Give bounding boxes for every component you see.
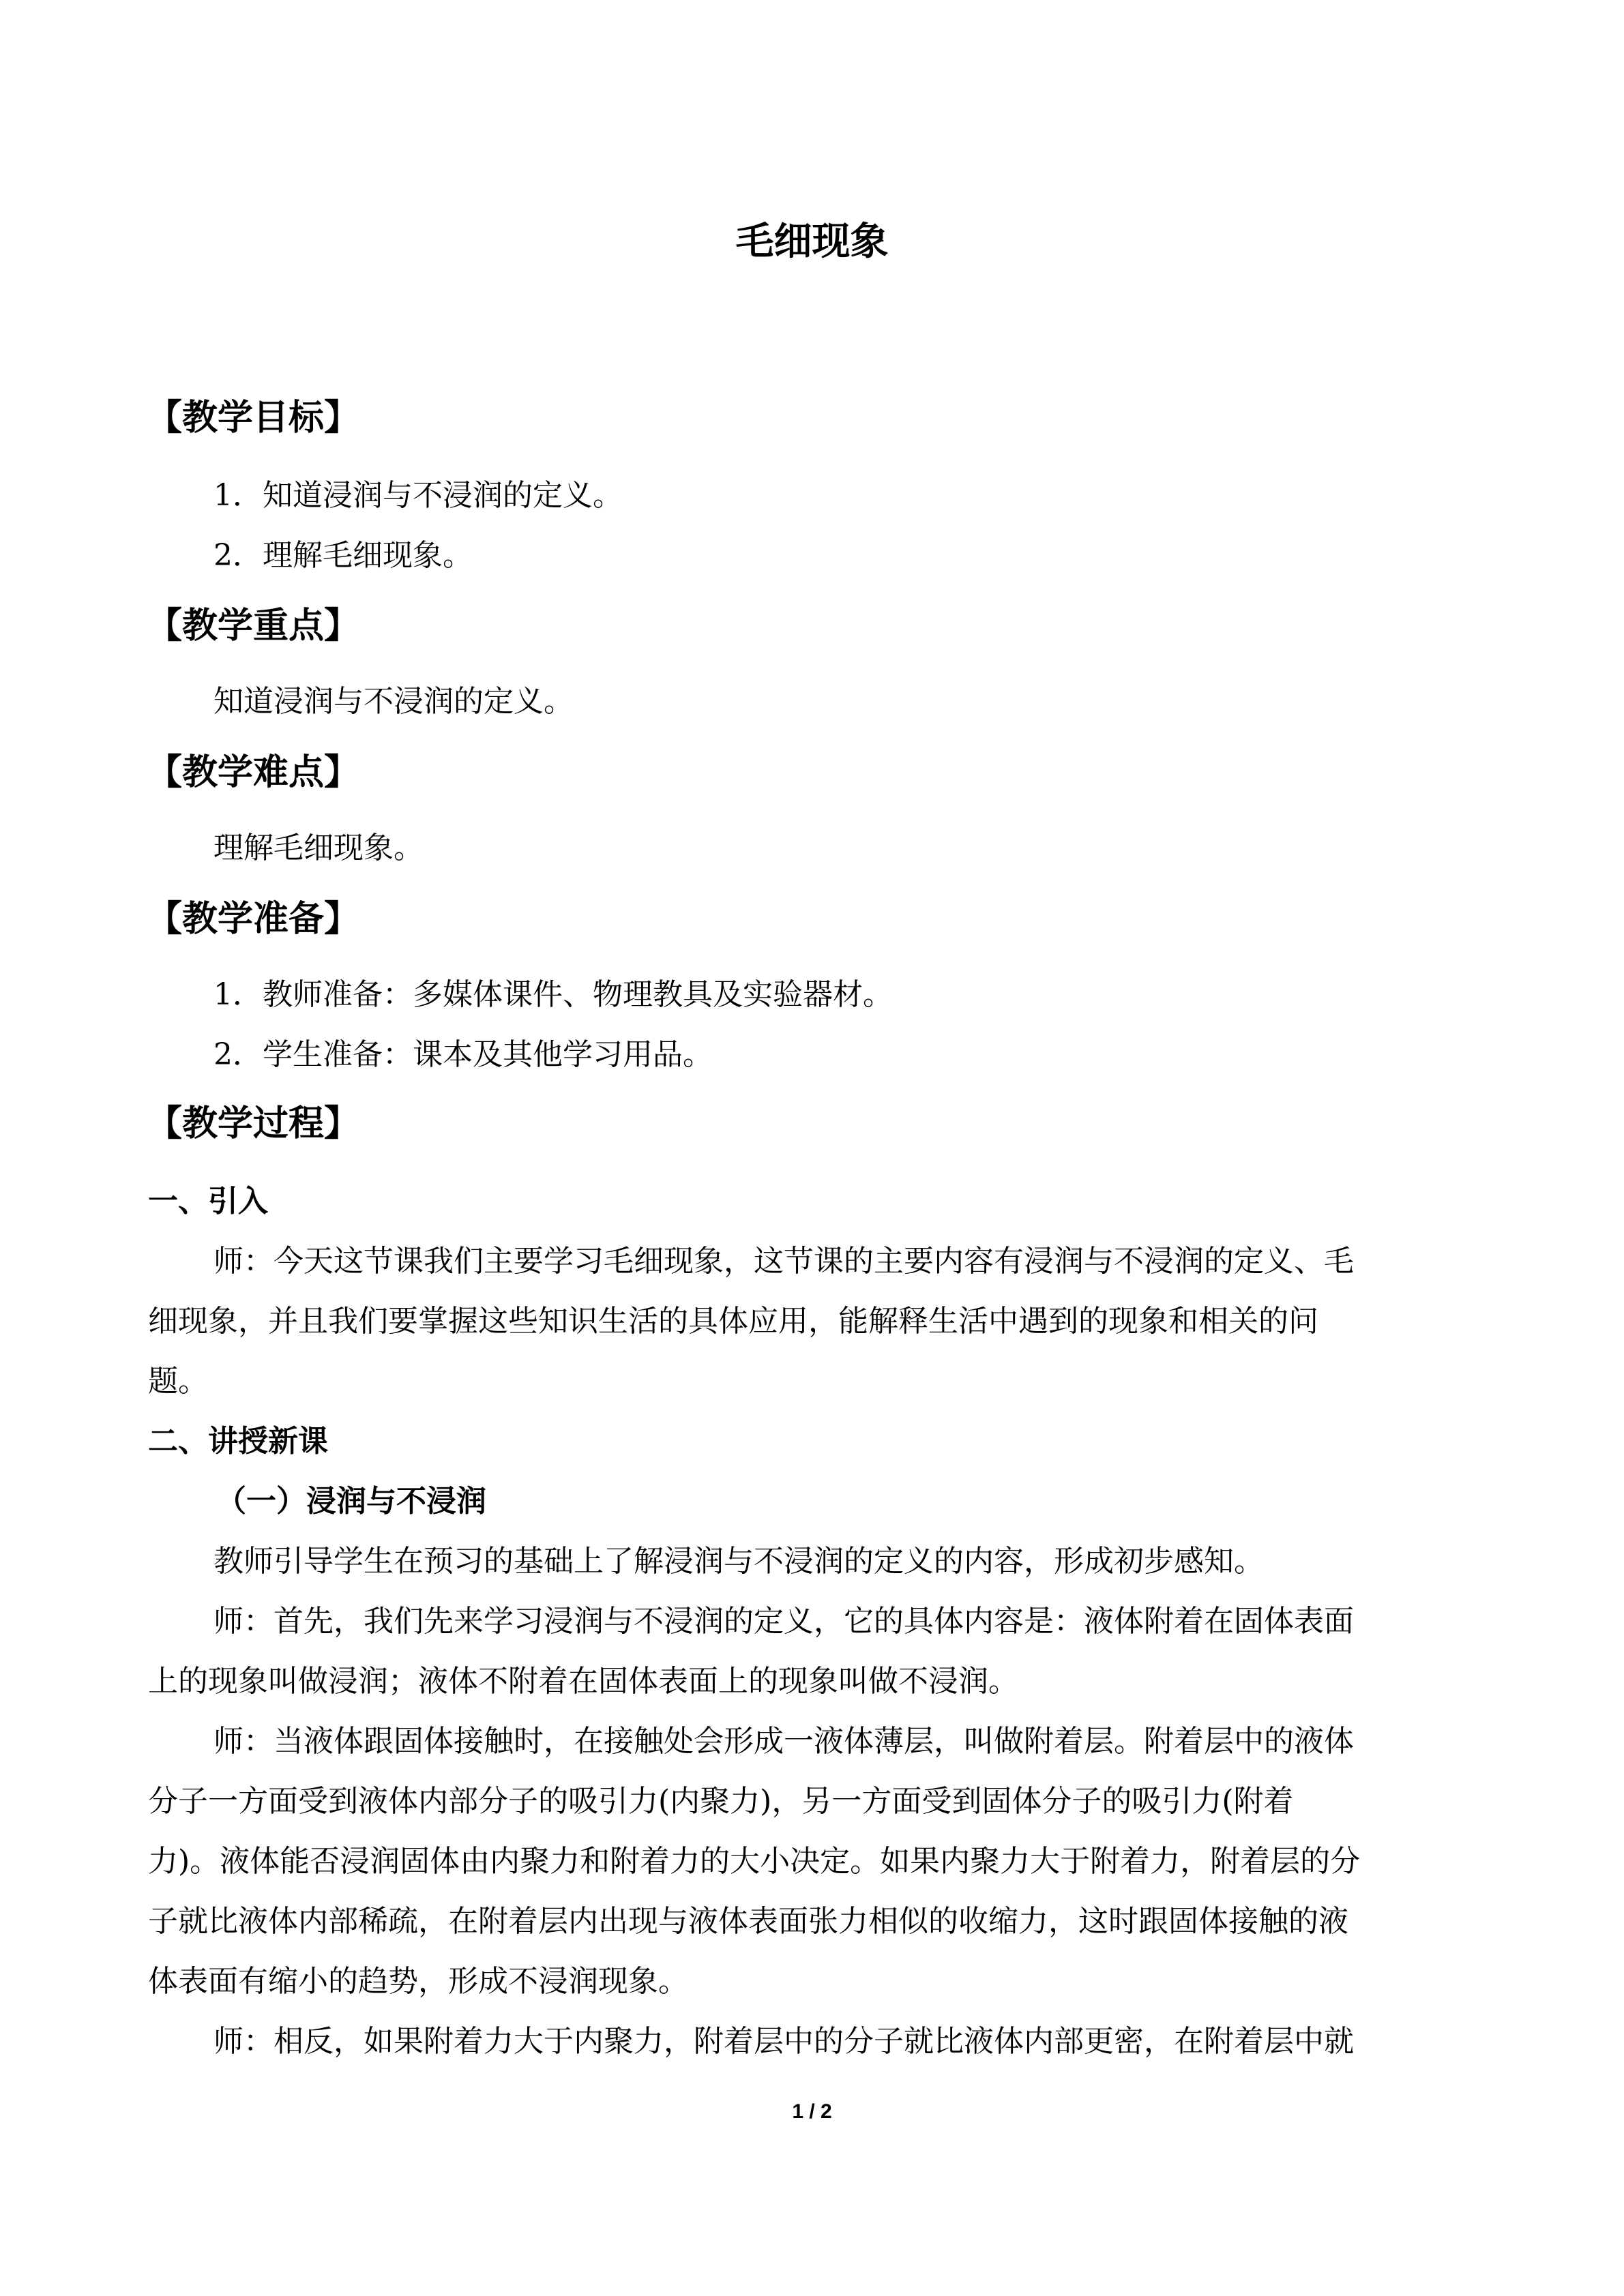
- section-heading-goals: 【教学目标】: [147, 398, 360, 438]
- key-points-text: 知道浸润与不浸润的定义。: [213, 684, 574, 719]
- section-heading-key-points: 【教学重点】: [147, 606, 360, 646]
- goal-item-2: 2．理解毛细现象。: [213, 538, 473, 573]
- document-title: 毛细现象: [735, 220, 889, 264]
- part1-line-1: 师：今天这节课我们主要学习毛细现象，这节课的主要内容有浸润与不浸润的定义、毛: [213, 1244, 1354, 1279]
- part2-line-3: 上的现象叫做浸润；液体不附着在固体表面上的现象叫做不浸润。: [148, 1664, 1018, 1699]
- part1-line-3: 题。: [148, 1364, 208, 1399]
- part2-line-8: 体表面有缩小的趋势，形成不浸润现象。: [148, 1964, 688, 1999]
- part2-line-6: 力)。液体能否浸润固体由内聚力和附着力的大小决定。如果内聚力大于附着力，附着层的分: [148, 1844, 1361, 1879]
- part2-line-7: 子就比液体内部稀疏，在附着层内出现与液体表面张力相似的收缩力，这时跟固体接触的液: [148, 1904, 1348, 1939]
- section-heading-process: 【教学过程】: [147, 1103, 360, 1144]
- part2-line-5: 分子一方面受到液体内部分子的吸引力(内聚力)，另一方面受到固体分子的吸引力(附着: [148, 1784, 1294, 1819]
- page-number: 1 / 2: [792, 2100, 832, 2123]
- part2-sub-title: （一）浸润与不浸润: [216, 1484, 486, 1519]
- section-heading-difficulties: 【教学难点】: [147, 752, 360, 793]
- part2-line-2: 师：首先，我们先来学习浸润与不浸润的定义，它的具体内容是：液体附着在固体表面: [213, 1604, 1354, 1639]
- section-heading-preparation: 【教学准备】: [147, 899, 360, 940]
- preparation-item-2: 2．学生准备：课本及其他学习用品。: [213, 1037, 713, 1072]
- part2-line-4: 师：当液体跟固体接触时，在接触处会形成一液体薄层，叫做附着层。附着层中的液体: [213, 1724, 1354, 1759]
- part2-line-1: 教师引导学生在预习的基础上了解浸润与不浸润的定义的内容，形成初步感知。: [213, 1544, 1264, 1579]
- part2-title: 二、讲授新课: [148, 1424, 328, 1459]
- part1-title: 一、引入: [148, 1184, 268, 1219]
- goal-item-1: 1．知道浸润与不浸润的定义。: [213, 478, 623, 513]
- difficulties-text: 理解毛细现象。: [213, 831, 424, 865]
- part1-line-2: 细现象，并且我们要掌握这些知识生活的具体应用，能解释生活中遇到的现象和相关的问: [148, 1304, 1318, 1339]
- part2-line-9: 师：相反，如果附着力大于内聚力，附着层中的分子就比液体内部更密，在附着层中就: [213, 2024, 1354, 2059]
- preparation-item-1: 1．教师准备：多媒体课件、物理教具及实验器材。: [213, 977, 893, 1012]
